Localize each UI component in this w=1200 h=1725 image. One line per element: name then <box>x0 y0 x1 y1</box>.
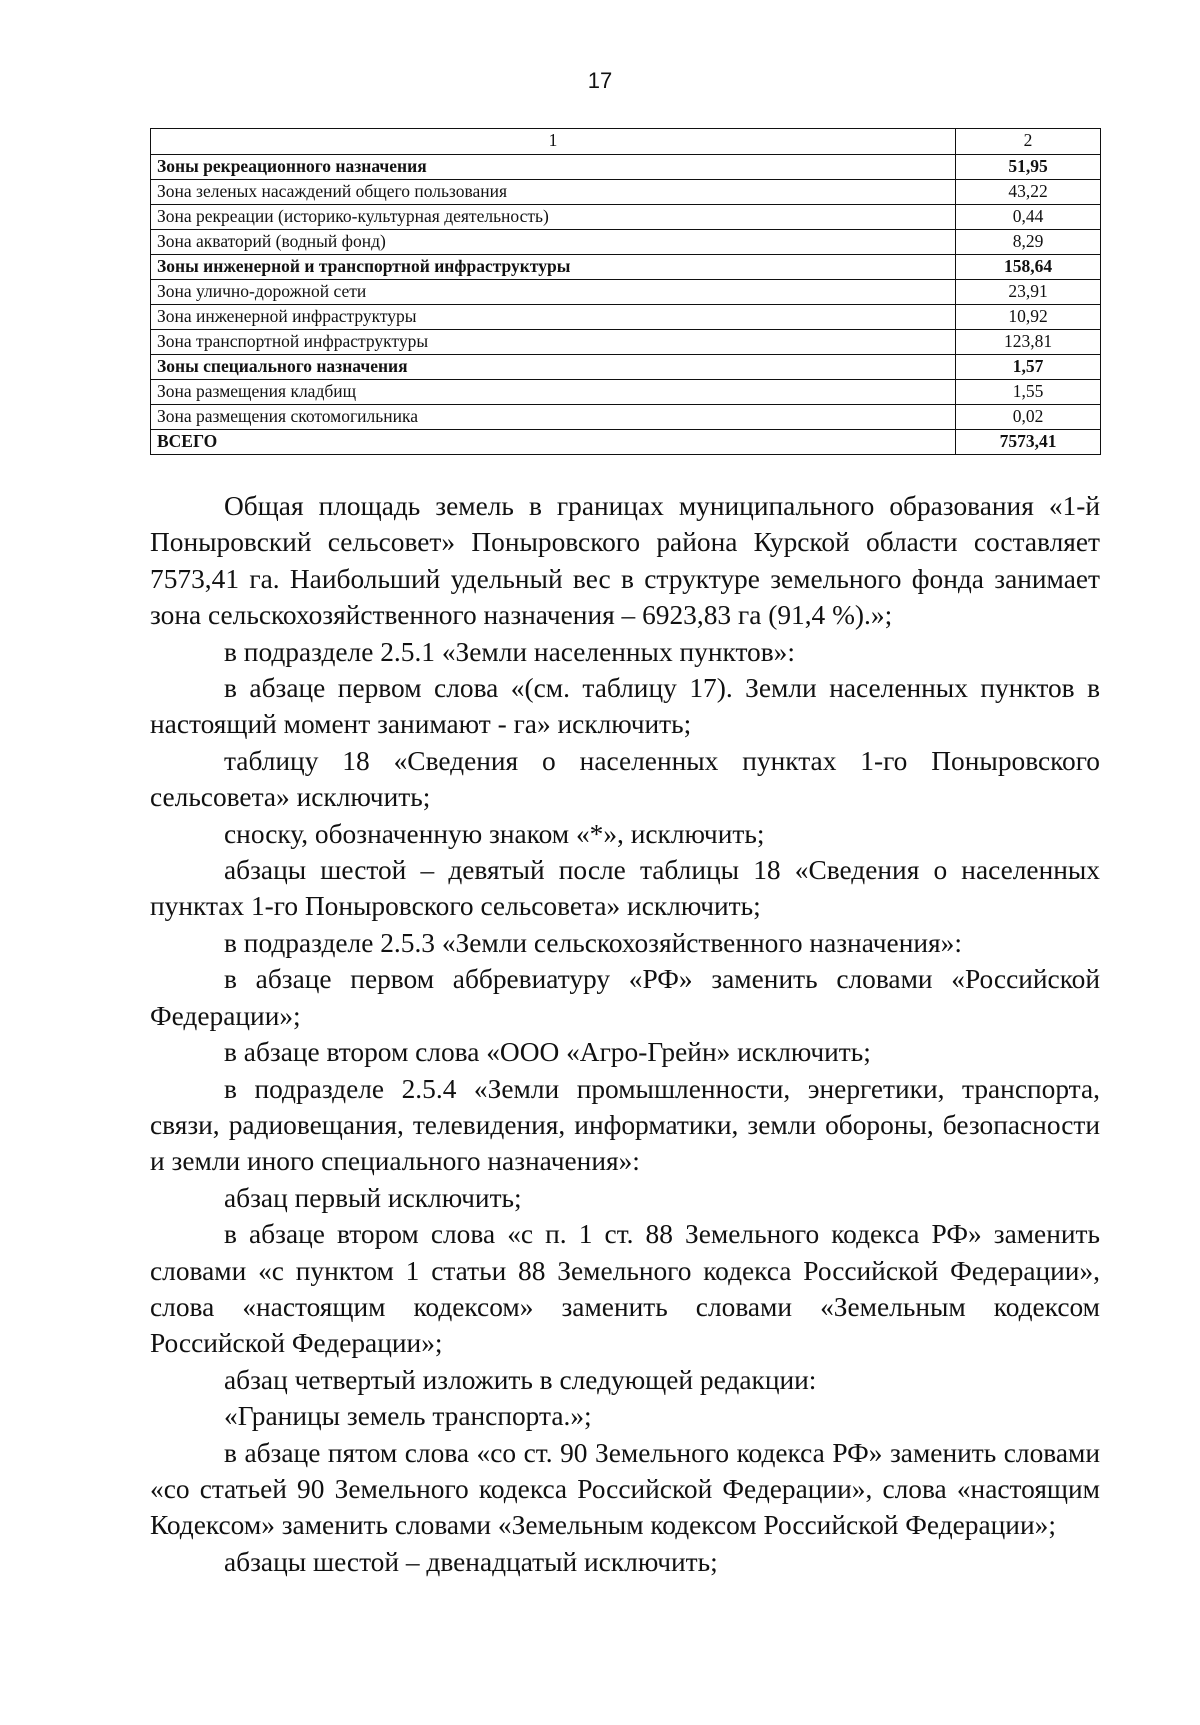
table-row <box>151 405 1101 430</box>
paragraph: в абзаце втором слова «с п. 1 ст. 88 Земельного кодекса РФ» заменить словами «с пунктом 1 статьи 88 Земельного кодекса Российской Федерации», слова «настоящим кодексом» заменить словами «Земельным кодексом Российской Федерации»; <box>150 1219 1100 1359</box>
zone-name: Зона транспортной инфраструктуры <box>151 330 956 355</box>
table-row <box>151 305 1101 330</box>
table-row <box>151 280 1101 305</box>
zone-name: Зоны рекреационного назначения <box>151 155 956 180</box>
zone-area: 123,81 <box>956 330 1101 355</box>
zone-area: 51,95 <box>956 155 1101 180</box>
paragraph: таблицу 18 «Сведения о населенных пунктах 1-го Поныровского сельсовета» исключить; <box>150 745 1100 813</box>
document-body <box>150 488 1100 1580</box>
page-number: 17 <box>587 68 613 93</box>
paragraph: в абзаце первом слова «(см. таблицу 17). Земли населенных пунктов в настоящий момент занимают - га» исключить; <box>150 673 1100 740</box>
total-label: ВСЕГО <box>151 430 956 455</box>
total-area: 7573,41 <box>956 430 1101 455</box>
zone-name: Зоны специального назначения <box>151 355 956 380</box>
paragraph: абзац четвертый изложить в следующей редакции: <box>224 1364 817 1395</box>
zone-name: Зона размещения скотомогильника <box>151 405 956 430</box>
table-row-total <box>151 430 1101 455</box>
zone-area: 10,92 <box>956 305 1101 330</box>
table-row <box>151 180 1101 205</box>
paragraph: в подразделе 2.5.1 «Земли населенных пунктов»: <box>224 636 795 667</box>
zone-area: 43,22 <box>956 180 1101 205</box>
zone-name: Зона зеленых насаждений общего пользования <box>151 180 956 205</box>
column-header-1: 1 <box>151 129 956 155</box>
zone-name: Зоны инженерной и транспортной инфраструктуры <box>151 255 956 280</box>
zone-area: 1,55 <box>956 380 1101 405</box>
paragraph: «Границы земель транспорта.»; <box>224 1401 592 1432</box>
zone-name: Зона акваторий (водный фонд) <box>151 230 956 255</box>
land-zones-table <box>150 128 1101 455</box>
table-row <box>151 230 1101 255</box>
zone-name: Зона инженерной инфраструктуры <box>151 305 956 330</box>
table-row <box>151 330 1101 355</box>
table-row <box>151 380 1101 405</box>
paragraph: сноску, обозначенную знаком «*», исключить; <box>224 818 765 849</box>
paragraph: в подразделе 2.5.3 «Земли сельскохозяйственного назначения»: <box>224 927 962 958</box>
paragraph: в абзаце пятом слова «со ст. 90 Земельного кодекса РФ» заменить словами «со статьей 90 Земельного кодекса Российской Федерации», слова «настоящим Кодексом» заменить словами «Земельным кодексом Российской Федерации»; <box>150 1437 1100 1541</box>
zone-area: 1,57 <box>956 355 1101 380</box>
table-row <box>151 205 1101 230</box>
paragraph: в абзаце первом аббревиатуру «РФ» заменить словами «Российской Федерации»; <box>150 964 1100 1031</box>
paragraph: абзацы шестой – двенадцатый исключить; <box>224 1546 718 1577</box>
zone-area: 23,91 <box>956 280 1101 305</box>
zone-name: Зона рекреации (историко-культурная деятельность) <box>151 205 956 230</box>
table-row-special-zones <box>151 355 1101 380</box>
paragraph: абзацы шестой – девятый после таблицы 18 «Сведения о населенных пунктах 1-го Поныровского сельсовета» исключить; <box>150 855 1100 922</box>
paragraph: в абзаце втором слова «ООО «Агро-Грейн» исключить; <box>224 1037 871 1068</box>
paragraph: в подразделе 2.5.4 «Земли промышленности, энергетики, транспорта, связи, радиовещания, телевидения, информатики, земли обороны, безопасности и земли иного специального назначения»: <box>150 1073 1100 1177</box>
zone-area: 0,44 <box>956 205 1101 230</box>
table-row-recreation-zones <box>151 155 1101 180</box>
paragraph-total-area: Общая площадь земель в границах муниципального образования «1-й Поныровский сельсовет» Поныровского района Курской области составляет 7573,41 га. Наибольший удельный вес в структуре земельного фонда занимает зона сельскохозяйственного назначения – 6923,83 га (91,4 %).»; <box>150 491 1100 631</box>
zone-name: Зона размещения кладбищ <box>151 380 956 405</box>
zone-area: 158,64 <box>956 255 1101 280</box>
zone-name: Зона улично-дорожной сети <box>151 280 956 305</box>
zone-area: 8,29 <box>956 230 1101 255</box>
table-row-infrastructure-zones <box>151 255 1101 280</box>
paragraph: абзац первый исключить; <box>224 1182 522 1213</box>
zone-area: 0,02 <box>956 405 1101 430</box>
table-header-row <box>151 129 1101 155</box>
column-header-2: 2 <box>956 129 1101 155</box>
